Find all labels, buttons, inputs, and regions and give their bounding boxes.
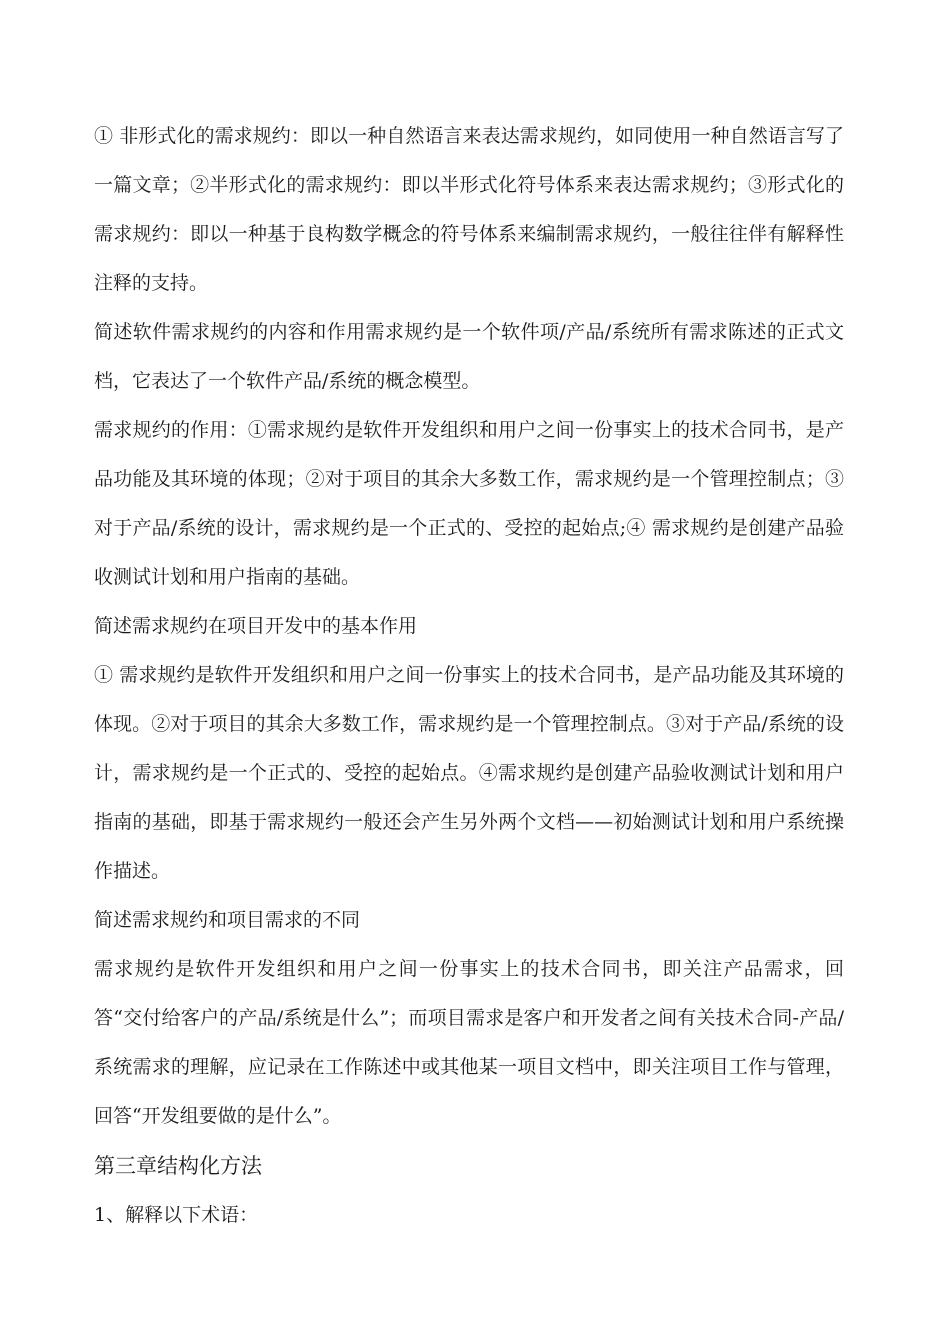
paragraph-spec-vs-project-answer: 需求规约是软件开发组织和用户之间一份事实上的技术合同书，即关注产品需求，回答“交付给客户的产品/系统是什么”；而项目需求是客户和开发者之间有关技术合同-产品/系统需求的理解，应记录在工作陈述中或其他某一项目文档中，即关注项目工作与管理，回答“开发组要做的是什么”。 [94,958,844,1127]
item-heading: 1、解释以下术语： [94,1204,259,1226]
paragraph-spec-definition: 简述软件需求规约的内容和作用需求规约是一个软件项/产品/系统所有需求陈述的正式文档，它表达了一个软件产品/系统的概念模型。 [94,321,844,392]
paragraph-spec-roles: 需求规约的作用：①需求规约是软件开发组织和用户之间一份事实上的技术合同书，是产品功能及其环境的体现；②对于项目的其余大多数工作，需求规约是一个管理控制点；③对于产品/系统的设计，需求规约是一个正式的、受控的起始点;④ 需求规约是创建产品验收测试计划和用户指南的基础。 [94,419,844,588]
document-body [94,112,844,1240]
chapter-heading: 第三章结构化方法 [94,1154,262,1178]
question-basic-role: 简述需求规约在项目开发中的基本作用 [94,615,418,637]
paragraph-basic-role-answer: ① 需求规约是软件开发组织和用户之间一份事实上的技术合同书，是产品功能及其环境的体现。②对于项目的其余大多数工作，需求规约是一个管理控制点。③对于产品/系统的设计，需求规约是一个正式的、受控的起始点。④需求规约是创建产品验收测试计划和用户指南的基础，即基于需求规约一般还会产生另外两个文档——初始测试计划和用户系统操作描述。 [94,664,844,882]
paragraph-spec-forms: ① 非形式化的需求规约：即以一种自然语言来表达需求规约，如同使用一种自然语言写了一篇文章；②半形式化的需求规约：即以半形式化符号体系来表达需求规约；③形式化的需求规约：即以一种基于良构数学概念的符号体系来编制需求规约，一般往往伴有解释性注释的支持。 [94,125,844,294]
question-spec-vs-project: 简述需求规约和项目需求的不同 [94,909,361,931]
